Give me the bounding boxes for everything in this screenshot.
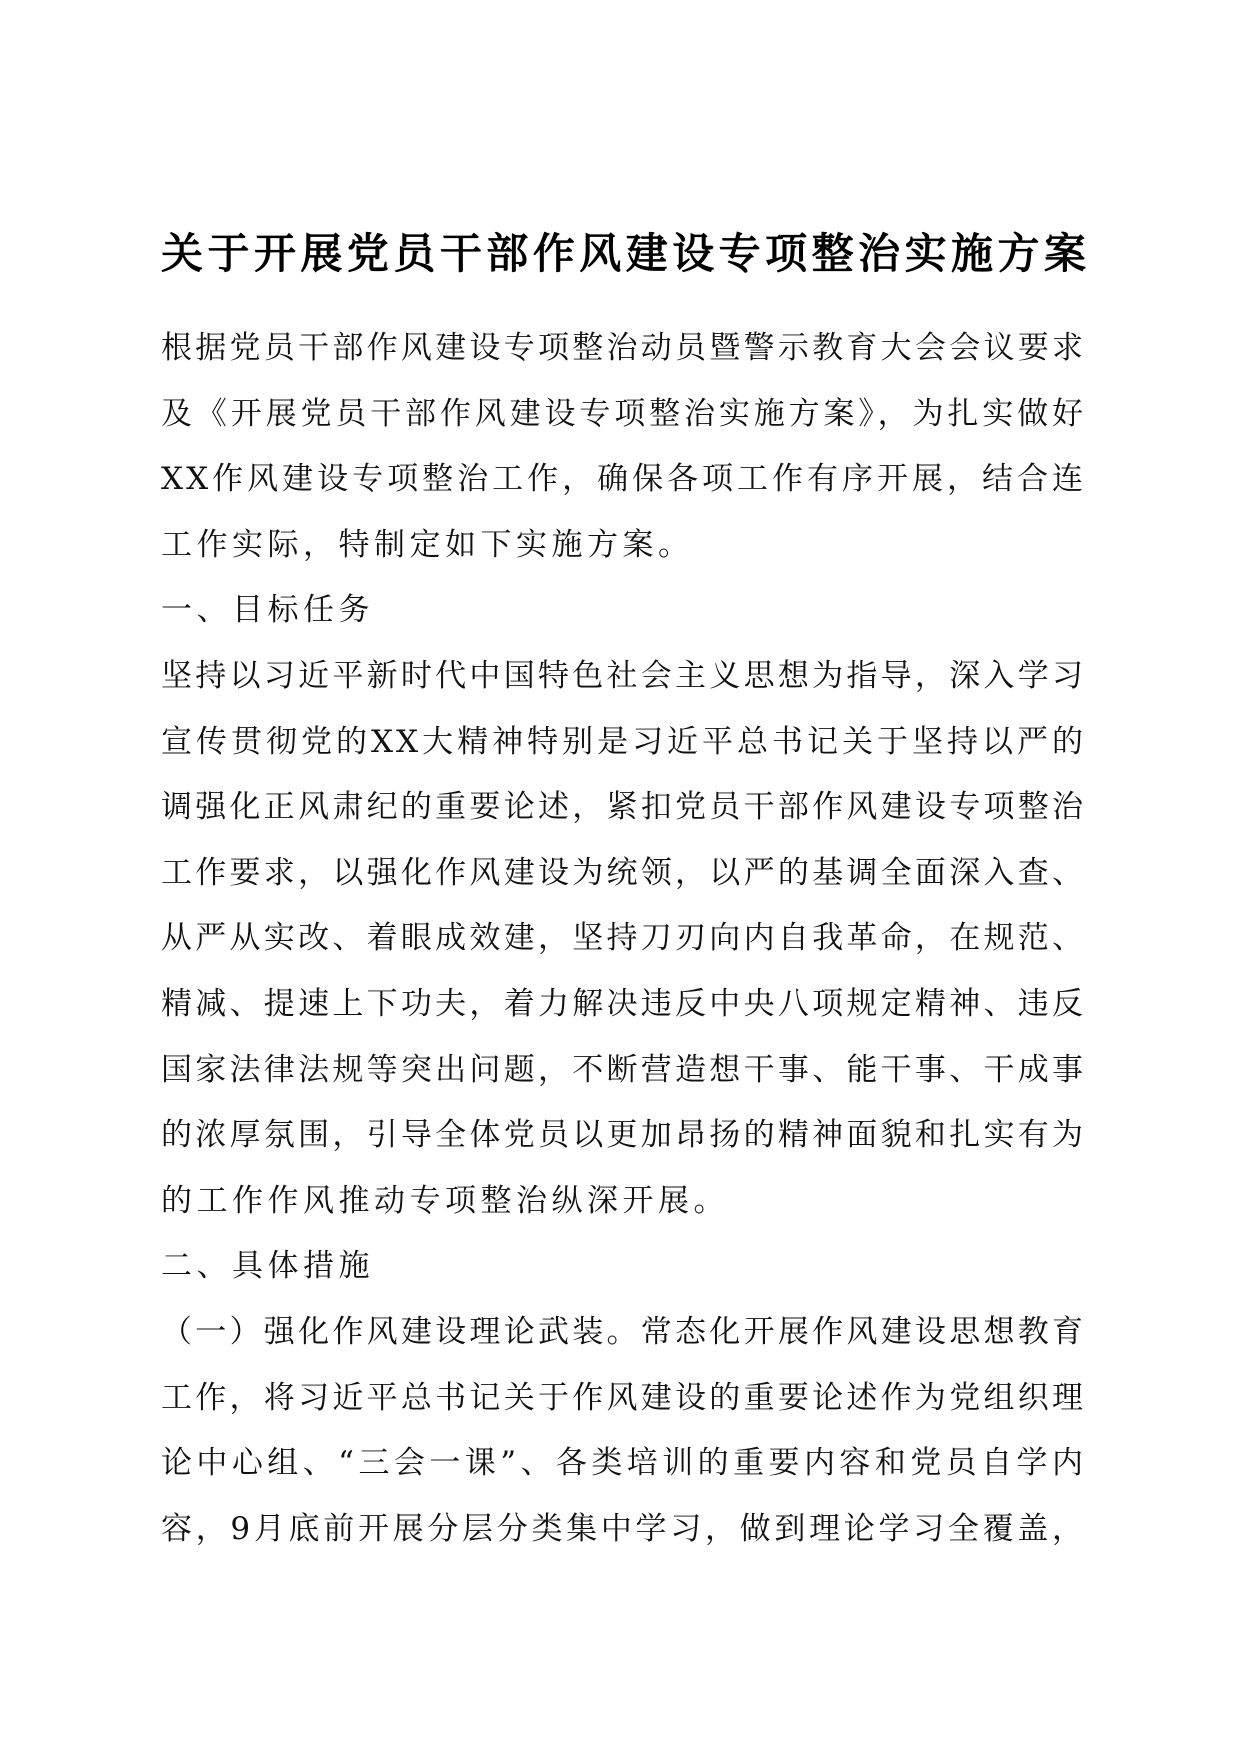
paragraph-line: 调强化正风肃纪的重要论述，紧扣党员干部作风建设专项整治 xyxy=(161,789,1086,826)
section-heading: 一、目标任务 xyxy=(161,592,374,629)
paragraph-line: 及《开展党员干部作风建设专项整治实施方案》，为扎实做好 xyxy=(161,395,1086,432)
paragraph-line: 宣传贯彻党的XX大精神特别是习近平总书记关于坚持以严的 xyxy=(161,723,1086,760)
paragraph-line: 工作，将习近平总书记关于作风建设的重要论述作为党组织理 xyxy=(161,1379,1086,1416)
section-heading: 二、具体措施 xyxy=(161,1248,374,1285)
paragraph-line: 根据党员干部作风建设专项整治动员暨警示教育大会会议要求 xyxy=(161,330,1086,366)
paragraph-line: 容，9月底前开展分层分类集中学习，做到理论学习全覆盖， xyxy=(161,1510,1086,1547)
paragraph-line: 工作实际，特制定如下实施方案。 xyxy=(161,526,694,563)
section-measures xyxy=(161,1234,1086,1562)
paragraph-line: （一）强化作风建设理论武装。常态化开展作风建设思想教育 xyxy=(161,1313,1086,1350)
paragraph-line: 的工作作风推动专项整治纵深开展。 xyxy=(161,1182,729,1219)
document-body xyxy=(161,316,1086,1562)
section-goals xyxy=(161,578,1086,1234)
paragraph-line: 的浓厚氛围，引导全体党员以更加昂扬的精神面貌和扎实有为 xyxy=(161,1117,1086,1154)
document-title: 关于开展党员干部作风建设专项整治实施方案 xyxy=(161,229,1086,278)
paragraph-line: 论中心组、“三会一课”、各类培训的重要内容和党员自学内 xyxy=(161,1445,1086,1482)
paragraph-line: 精减、提速上下功夫，着力解决违反中央八项规定精神、违反 xyxy=(161,985,1086,1022)
paragraph-line: 从严从实改、着眼成效建，坚持刀刃向内自我革命，在规范、 xyxy=(161,920,1086,957)
paragraph-line: 国家法律法规等突出问题，不断营造想干事、能干事、干成事 xyxy=(161,1051,1086,1088)
paragraph-line: XX作风建设专项整治工作，确保各项工作有序开展，结合连 xyxy=(161,461,1086,498)
paragraph-line: 工作要求，以强化作风建设为统领，以严的基调全面深入查、 xyxy=(161,854,1086,891)
intro-paragraph xyxy=(161,316,1086,578)
paragraph-line: 坚持以习近平新时代中国特色社会主义思想为指导，深入学习 xyxy=(161,657,1086,694)
